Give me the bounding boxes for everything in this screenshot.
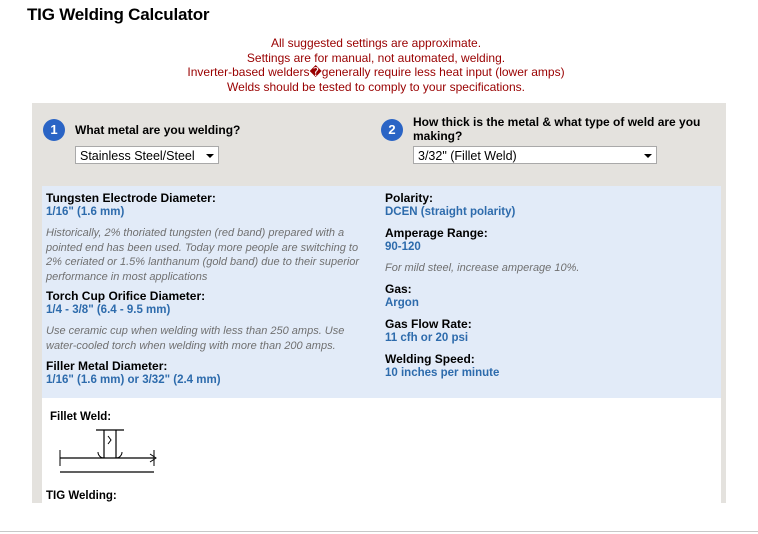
metal-select-value: Stainless Steel/Steel (80, 149, 195, 163)
amperage-note: For mild steel, increase amperage 10%. (385, 262, 580, 274)
tungsten-label: Tungsten Electrode Diameter: (46, 191, 216, 205)
amperage-label: Amperage Range: (385, 226, 488, 240)
filler-label: Filler Metal Diameter: (46, 359, 168, 373)
thickness-question (413, 115, 700, 143)
tig-welding-title: TIG Welding: (46, 490, 117, 502)
step-2-badge: 2 (381, 119, 403, 141)
cup-note: Use ceramic cup when welding with less than 250 amps. Use water-cooled torch when welding with more than 200 amps. (46, 325, 345, 352)
step-1-badge: 1 (43, 119, 65, 141)
disclaimer-line: Inverter-based welders�generally require less heat input (lower amps) (187, 65, 565, 79)
filler-value: 1/16" (1.6 mm) or 3/32" (2.4 mm) (46, 374, 221, 386)
flow-value: 11 cfh or 20 psi (385, 332, 469, 344)
chevron-down-icon (644, 154, 652, 158)
disclaimer (0, 36, 752, 94)
disclaimer-line: All suggested settings are approximate. (270, 36, 482, 50)
polarity-value: DCEN (straight polarity) (385, 206, 516, 218)
thickness-question-line: making? (413, 129, 463, 143)
fillet-weld-title: Fillet Weld: (50, 411, 112, 423)
speed-value: 10 inches per minute (385, 367, 500, 379)
tungsten-value: 1/16" (1.6 mm) (46, 206, 125, 218)
gas-label: Gas: (385, 282, 412, 296)
weld-diagram-section (42, 398, 721, 503)
speed-label: Welding Speed: (385, 352, 475, 366)
metal-question: What metal are you welding? (75, 123, 241, 137)
cup-label: Torch Cup Orifice Diameter: (46, 289, 206, 303)
disclaimer-line: Welds should be tested to comply to your specifications. (227, 79, 525, 94)
fillet-weld-symbol-icon (56, 428, 160, 480)
tungsten-note: Historically, 2% thoriated tungsten (red band) prepared with a pointed end has been used. Today more people are switching to 2% ceriated or 1.5% lanthanum (gold band) due to their superior performance in most applications (46, 227, 360, 283)
flow-label: Gas Flow Rate: (385, 317, 472, 331)
metal-select[interactable] (75, 146, 219, 164)
thickness-select[interactable] (413, 146, 657, 164)
amperage-value: 90-120 (385, 241, 421, 253)
polarity-label: Polarity: (385, 191, 434, 205)
thickness-question-line: How thick is the metal & what type of weld are you (413, 115, 701, 129)
results-section (42, 186, 721, 398)
cup-value: 1/4 - 3/8" (6.4 - 9.5 mm) (46, 304, 171, 316)
page-title: TIG Welding Calculator (27, 5, 210, 24)
disclaimer-line: Settings are for manual, not automated, welding. (246, 50, 506, 65)
calculator-panel (32, 103, 726, 503)
chevron-down-icon (206, 154, 214, 158)
page-divider (0, 531, 758, 532)
thickness-select-value: 3/32" (Fillet Weld) (418, 149, 517, 163)
gas-value: Argon (385, 297, 419, 309)
